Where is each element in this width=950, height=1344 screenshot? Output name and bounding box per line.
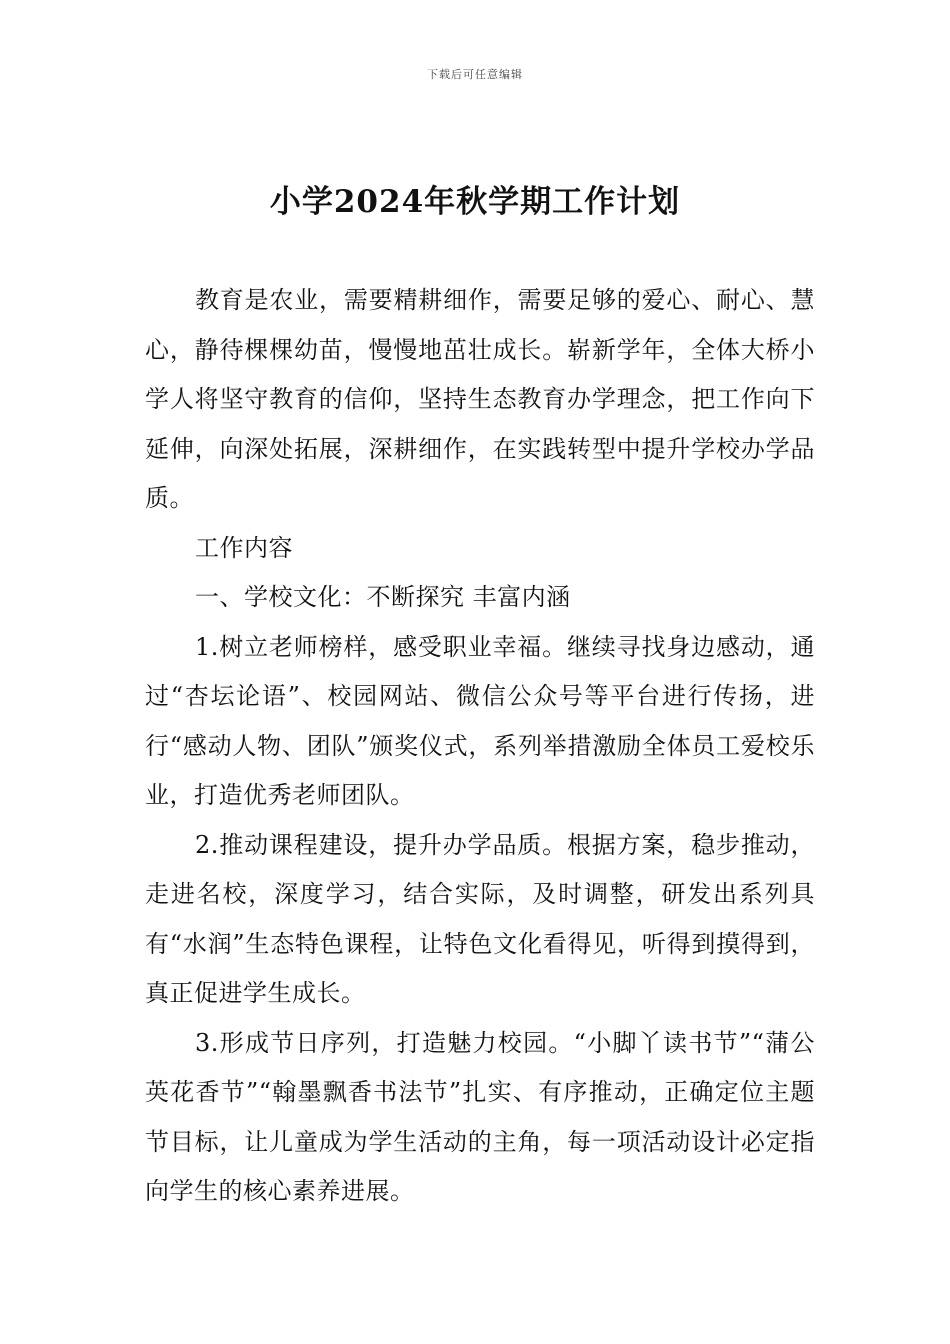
- document-title: 小学2024年秋学期工作计划: [269, 184, 681, 220]
- paragraph-item-2: 2.推动课程建设，提升办学品质。根据方案，稳步推动，走进名校，深度学习，结合实际，及时调整，研发出系列具有“水润”生态特色课程，让特色文化看得见，听得到摸得到，真正促进学生成长。: [145, 830, 815, 1007]
- paragraph-item-3: 3.形成节日序列，打造魅力校园。“小脚丫读书节”“蒲公英花香节”“翰墨飘香书法节”扎实、有序推动，正确定位主题节目标，让儿童成为学生活动的主角，每一项活动设计必定指向学生的核心素养进展。: [145, 1028, 815, 1205]
- page-header-note: 下载后可任意编辑: [427, 68, 523, 81]
- paragraph-intro: 教育是农业，需要精耕细作，需要足够的爱心、耐心、慧心，静待棵棵幼苗，慢慢地茁壮成长。崭新学年，全体大桥小学人将坚守教育的信仰，坚持生态教育办学理念，把工作向下延伸，向深处拓展，深耕细作，在实践转型中提升学校办学品质。: [145, 286, 815, 512]
- paragraph-work-content-heading: 工作内容: [195, 533, 293, 562]
- paragraph-item-1: 1.树立老师榜样，感受职业幸福。继续寻找身边感动，通过“杏坛论语”、校园网站、微信公众号等平台进行传扬，进行“感动人物、团队”颁奖仪式，系列举措激励全体员工爱校乐业，打造优秀老师团队。: [145, 632, 815, 809]
- document-body: [145, 276, 815, 1217]
- paragraph-section-one-heading: 一、学校文化：不断探究 丰富内涵: [195, 583, 571, 611]
